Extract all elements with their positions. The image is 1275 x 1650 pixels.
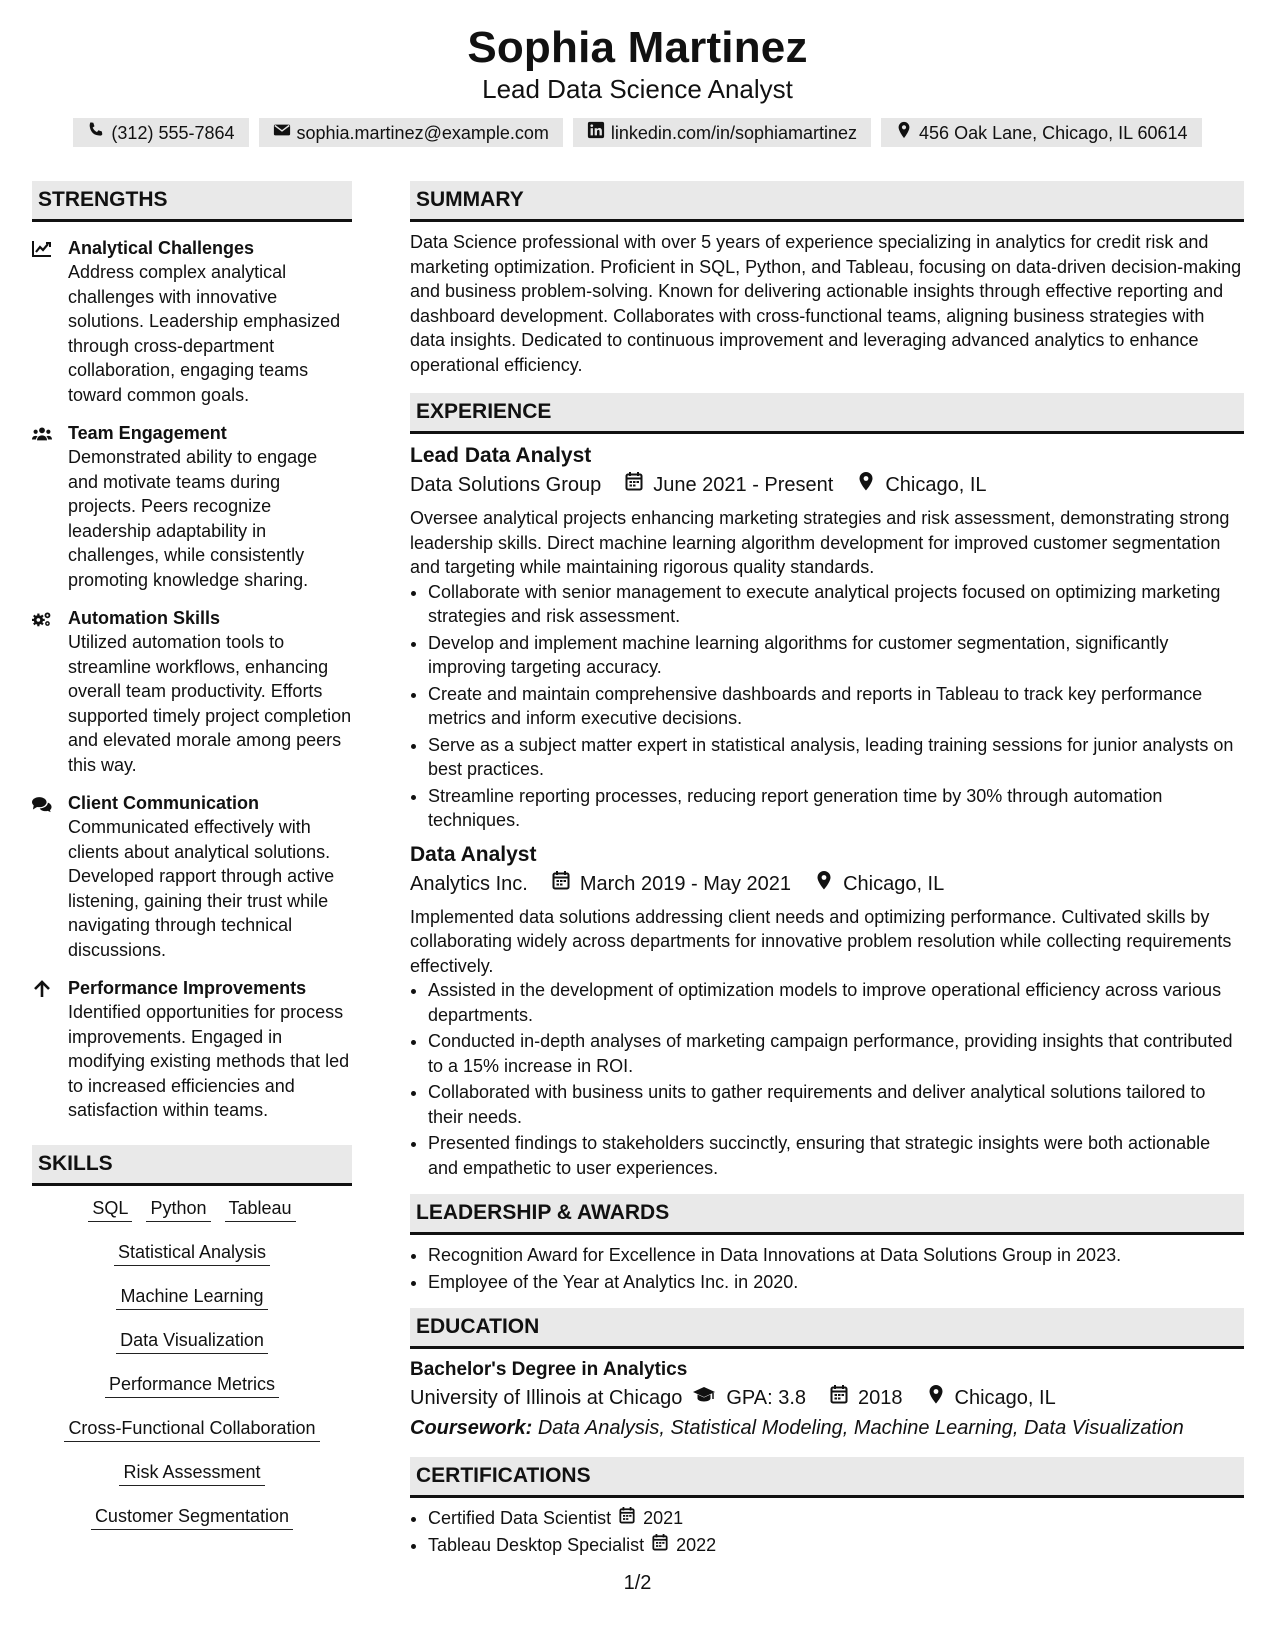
- degree-title: Bachelor's Degree in Analytics: [410, 1359, 688, 1380]
- education-section: [410, 1308, 1244, 1443]
- strengths-heading: STRENGTHS: [32, 181, 352, 222]
- certifications-list: [410, 1506, 1244, 1557]
- skill-row: [32, 1196, 352, 1222]
- skill-tag: Statistical Analysis: [114, 1240, 270, 1266]
- chart-line-icon: [32, 236, 54, 407]
- job-dates: June 2021 - Present: [653, 474, 834, 496]
- linkedin-text: linkedin.com/in/sophiamartinez: [610, 122, 858, 143]
- job-location: Chicago, IL: [885, 474, 987, 496]
- strength-title: Analytical Challenges: [68, 238, 255, 258]
- job-bullet: • Collaborate with senior management to execute analytical projects focused on optimizing marketing strategies and risk assessment.: [428, 580, 1244, 629]
- award-item: • Recognition Award for Excellence in Data Innovations at Data Solutions Group in 2023.: [428, 1243, 1244, 1268]
- cert-item: [428, 1533, 1244, 1558]
- contact-email[interactable]: [259, 118, 563, 147]
- users-icon: [32, 421, 54, 592]
- cert-name: • Certified Data Scientist: [428, 1508, 612, 1528]
- job-location: Chicago, IL: [843, 872, 945, 895]
- strength-item: [32, 791, 352, 962]
- skills-list: [32, 1196, 352, 1530]
- job-bullet: • Create and maintain comprehensive dashboards and reports in Tableau to track key performance metrics and inform executive decisions.: [428, 682, 1244, 731]
- job-bullet: • Presented findings to stakeholders succinctly, ensuring that strategic insights were both actionable and empathetic to user experiences.: [428, 1131, 1244, 1180]
- job-bullet: • Collaborated with business units to gather requirements and deliver analytical solutions tailored to their needs.: [428, 1080, 1244, 1129]
- page-number: 1/2: [623, 1572, 652, 1594]
- skill-row: [32, 1284, 352, 1310]
- candidate-name: Sophia Martinez: [467, 23, 808, 72]
- leadership-section: [410, 1194, 1244, 1294]
- strength-title: Automation Skills: [68, 608, 221, 628]
- company-name: Data Solutions Group: [410, 474, 602, 496]
- job-dates: March 2019 - May 2021: [579, 872, 792, 895]
- school-name: University of Illinois at Chicago: [410, 1387, 683, 1409]
- strength-item: [32, 606, 352, 777]
- job-description: Implemented data solutions addressing client needs and optimizing performance. Cultivated skills by collaborating widely across departments for innovative problem resolution while collecting requirements effectively.: [410, 906, 1232, 976]
- strength-text: Identified opportunities for process improvements. Engaged in modifying existing methods that led to increased efficiencies and satisfaction within teams.: [68, 1002, 350, 1120]
- left-column: [32, 181, 352, 1548]
- strength-text: Address complex analytical challenges with innovative solutions. Leadership emphasized through cross-department collaboration, engaging teams toward common goals.: [68, 262, 341, 405]
- job-title: Data Analyst: [410, 842, 537, 866]
- job-bullets: [410, 978, 1244, 1180]
- comments-icon: [32, 791, 54, 962]
- phone-text: (312) 555-7864: [111, 122, 235, 143]
- graduation-year: 2018: [858, 1387, 903, 1409]
- calendar-icon: [652, 1533, 668, 1558]
- resume-header: [0, 0, 1275, 147]
- job-description: Oversee analytical projects enhancing marketing strategies and risk assessment, demonstrating strong leadership skills. Direct machine learning algorithm development for improved customer segmentation and targeting while maintaining rigorous quality standards.: [410, 508, 1230, 577]
- skill-row: [32, 1416, 352, 1442]
- certifications-section: [410, 1457, 1244, 1557]
- skill-tag: SQL: [88, 1196, 132, 1222]
- contact-linkedin[interactable]: [573, 118, 871, 147]
- gears-icon: [32, 606, 54, 777]
- candidate-role: Lead Data Science Analyst: [482, 74, 793, 104]
- coursework-list: Data Analysis, Statistical Modeling, Machine Learning, Data Visualization: [537, 1417, 1184, 1439]
- skill-row: [32, 1372, 352, 1398]
- calendar-icon: [830, 1383, 848, 1413]
- cert-item: [428, 1506, 1244, 1531]
- skill-tag: Machine Learning: [116, 1284, 267, 1310]
- arrow-up-icon: [32, 976, 54, 1123]
- experience-heading: EXPERIENCE: [410, 393, 1244, 434]
- job-bullets: [410, 580, 1244, 833]
- contact-address[interactable]: [881, 118, 1202, 147]
- cert-year: 2022: [676, 1534, 717, 1555]
- cert-year: 2021: [643, 1508, 684, 1528]
- strength-item: [32, 976, 352, 1123]
- leadership-heading: LEADERSHIP & AWARDS: [410, 1194, 1244, 1235]
- map-marker-icon: [927, 1383, 945, 1413]
- skills-heading: SKILLS: [32, 1145, 352, 1186]
- skill-tag: Customer Segmentation: [91, 1504, 293, 1530]
- strength-title: Performance Improvements: [68, 978, 307, 998]
- contact-phone[interactable]: [73, 118, 248, 147]
- contact-bar: [0, 118, 1275, 147]
- job-bullet: • Assisted in the development of optimization models to improve operational efficiency across various departments.: [428, 978, 1244, 1027]
- summary-text: Data Science professional with over 5 years of experience specializing in analytics for credit risk and marketing optimization. Proficient in SQL, Python, and Tableau, focusing on data-driven decision-making and business problem-solving. Known for delivering actionable insights through effective reporting and dashboard development. Collaborates with cross-functional teams, aligning business strategies with data insights. Dedicated to continuous improvement and leveraging advanced analytics to enhance operational efficiency.: [410, 232, 1242, 375]
- company-name: Analytics Inc.: [410, 872, 528, 895]
- skill-tag: Tableau: [225, 1196, 296, 1222]
- gpa: GPA: 3.8: [726, 1387, 807, 1409]
- award-item: • Employee of the Year at Analytics Inc. in 2020.: [428, 1270, 1244, 1295]
- skill-tag: Performance Metrics: [105, 1372, 279, 1398]
- job-title: Lead Data Analyst: [410, 444, 592, 467]
- education-heading: EDUCATION: [410, 1308, 1244, 1349]
- skill-tag: Data Visualization: [116, 1328, 268, 1354]
- certifications-heading: CERTIFICATIONS: [410, 1457, 1244, 1498]
- strength-text: Demonstrated ability to engage and motivate teams during projects. Peers recognize leadership adaptability in challenges, while consistently promoting knowledge sharing.: [68, 447, 318, 590]
- strength-text: Utilized automation tools to streamline workflows, enhancing overall team productivity. Efforts supported timely project completion and elevated morale among peers this way.: [68, 632, 352, 775]
- map-marker-icon: [857, 470, 875, 500]
- calendar-icon: [552, 869, 570, 899]
- strength-title: Team Engagement: [68, 423, 227, 443]
- summary-heading: SUMMARY: [410, 181, 1244, 222]
- strength-title: Client Communication: [68, 793, 260, 813]
- envelope-icon: [273, 121, 291, 144]
- job-meta: [410, 470, 1244, 500]
- skill-tag: Cross-Functional Collaboration: [64, 1416, 319, 1442]
- strength-text: Communicated effectively with clients about analytical solutions. Developed rapport through active listening, gaining their trust while navigating through technical discussions.: [68, 817, 335, 960]
- strength-item: [32, 421, 352, 592]
- strength-item: [32, 236, 352, 407]
- skill-row: [32, 1328, 352, 1354]
- calendar-icon: [619, 1506, 635, 1531]
- skill-row: [32, 1240, 352, 1266]
- skill-tag: Risk Assessment: [119, 1460, 264, 1486]
- cert-name: • Tableau Desktop Specialist: [428, 1534, 645, 1555]
- job-bullet: • Serve as a subject matter expert in statistical analysis, leading training sessions for junior analysts on best practices.: [428, 733, 1244, 782]
- graduation-cap-icon: [692, 1383, 716, 1413]
- linkedin-icon: [587, 121, 605, 144]
- job-bullet: • Conducted in-depth analyses of marketing campaign performance, providing insights that contributed to a 15% increase in ROI.: [428, 1029, 1244, 1078]
- phone-icon: [87, 121, 105, 144]
- map-marker-icon: [895, 121, 913, 144]
- skill-tag: Python: [146, 1196, 210, 1222]
- leadership-list: [410, 1243, 1244, 1294]
- job-bullet: • Streamline reporting processes, reducing report generation time by 30% through automation techniques.: [428, 784, 1244, 833]
- coursework: [410, 1413, 1244, 1443]
- job-bullet: • Develop and implement machine learning algorithms for customer segmentation, significantly improving targeting accuracy.: [428, 631, 1244, 680]
- calendar-icon: [625, 470, 643, 500]
- education-meta: [410, 1383, 1244, 1413]
- address-text: 456 Oak Lane, Chicago, IL 60614: [919, 122, 1188, 143]
- right-column: [410, 181, 1244, 1559]
- skill-row: [32, 1504, 352, 1530]
- email-text: sophia.martinez@example.com: [296, 122, 549, 143]
- job-meta: [410, 869, 1244, 899]
- education-location: Chicago, IL: [954, 1387, 1056, 1409]
- map-marker-icon: [815, 869, 833, 899]
- job-entry: [410, 841, 1244, 1181]
- skill-row: [32, 1460, 352, 1486]
- coursework-label: Coursework:: [410, 1417, 533, 1439]
- job-entry: [410, 442, 1244, 833]
